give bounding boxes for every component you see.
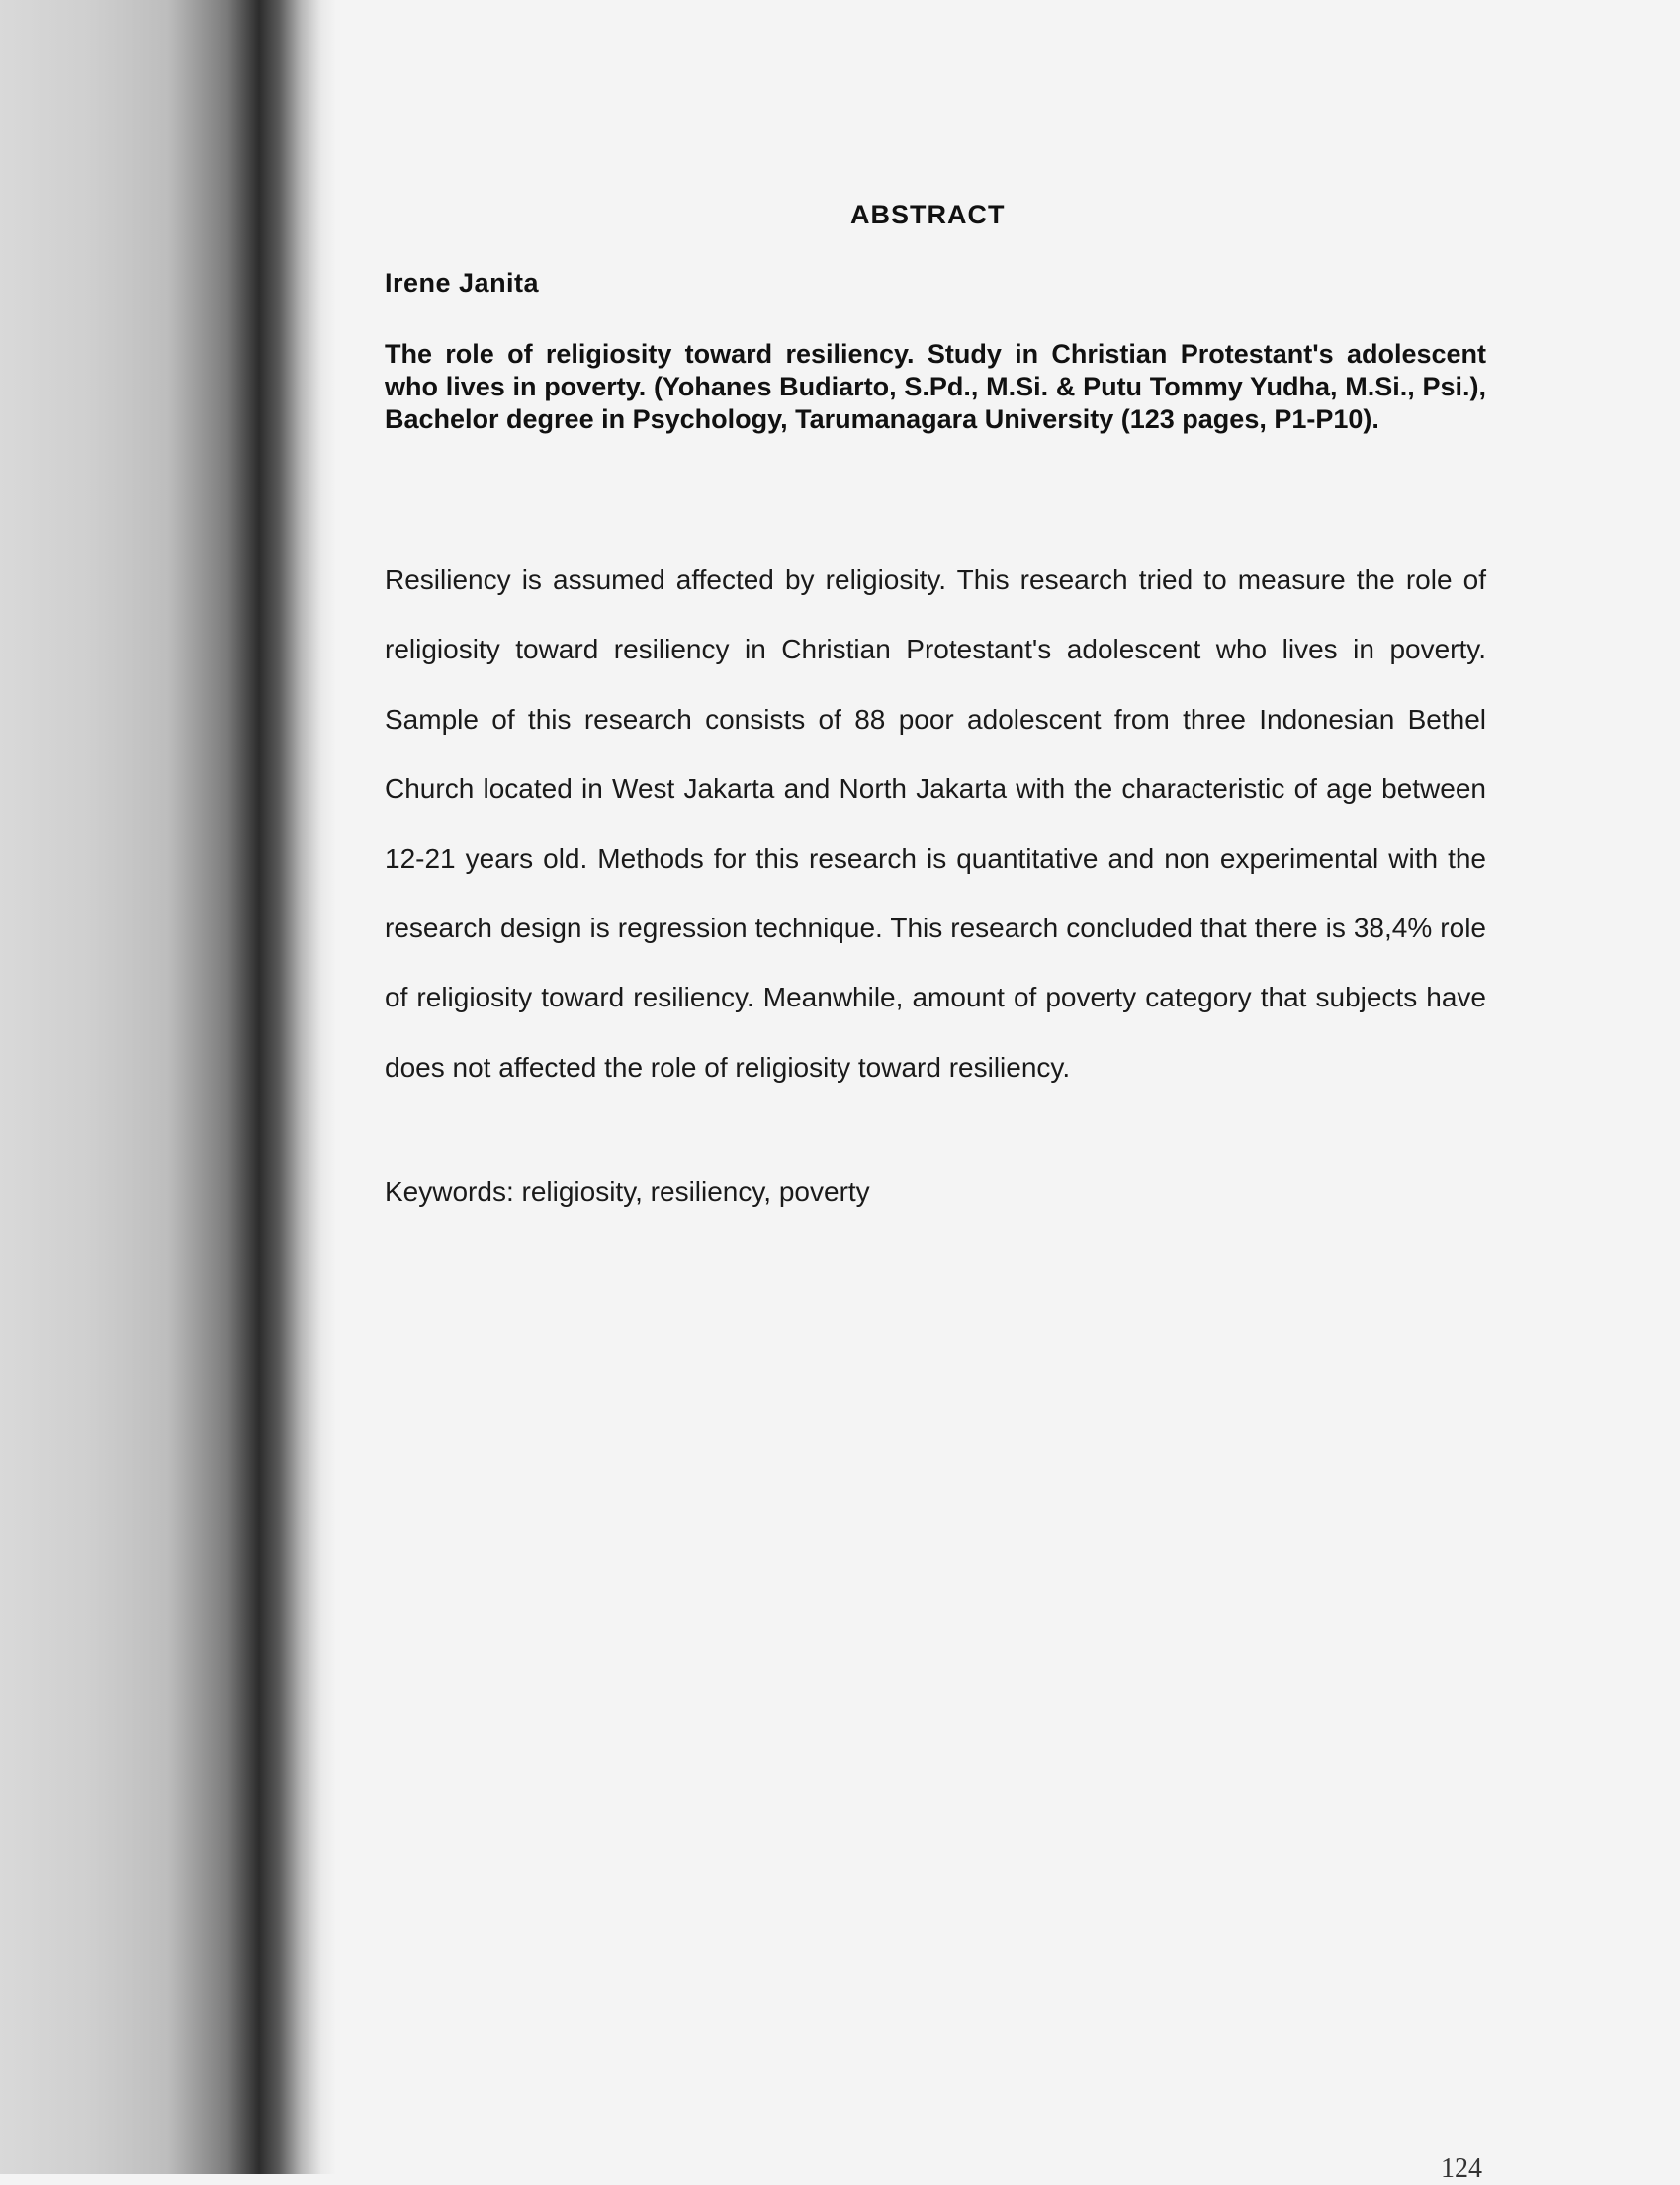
abstract-body: Resiliency is assumed affected by religiosity. This research tried to measure the role of religiosity toward resiliency in Christian Protestant's adolescent who lives in poverty. Sample of this research consists of 88 poor adolescent from three Indonesian Bethel Church located in West Jakarta and North Jakarta with the characteristic of age between 12-21 years old. Methods for this research is quantitative and non experimental with the research design is regression technique. This research concluded that there is 38,4% role of religiosity toward resiliency. Meanwhile, amount of poverty category that subjects have does not affected the role of religiosity toward resiliency. xyxy=(385,565,1486,1083)
citation-block: The role of religiosity toward resiliency. Study in Christian Protestant's adolescent who lives in poverty. (Yohanes Budiarto, S.Pd., M.Si. & Putu Tommy Yudha, M.Si., Psi.), Bachelor degree in Psychology, Tarumanagara University (123 pages, P1-P10). xyxy=(385,339,1486,434)
author-name: Irene Janita xyxy=(385,268,540,298)
keywords-line: Keywords: religiosity, resiliency, poverty xyxy=(385,1177,870,1207)
page-number: 124 xyxy=(1441,2153,1482,2184)
abstract-heading: ABSTRACT xyxy=(850,200,1006,229)
